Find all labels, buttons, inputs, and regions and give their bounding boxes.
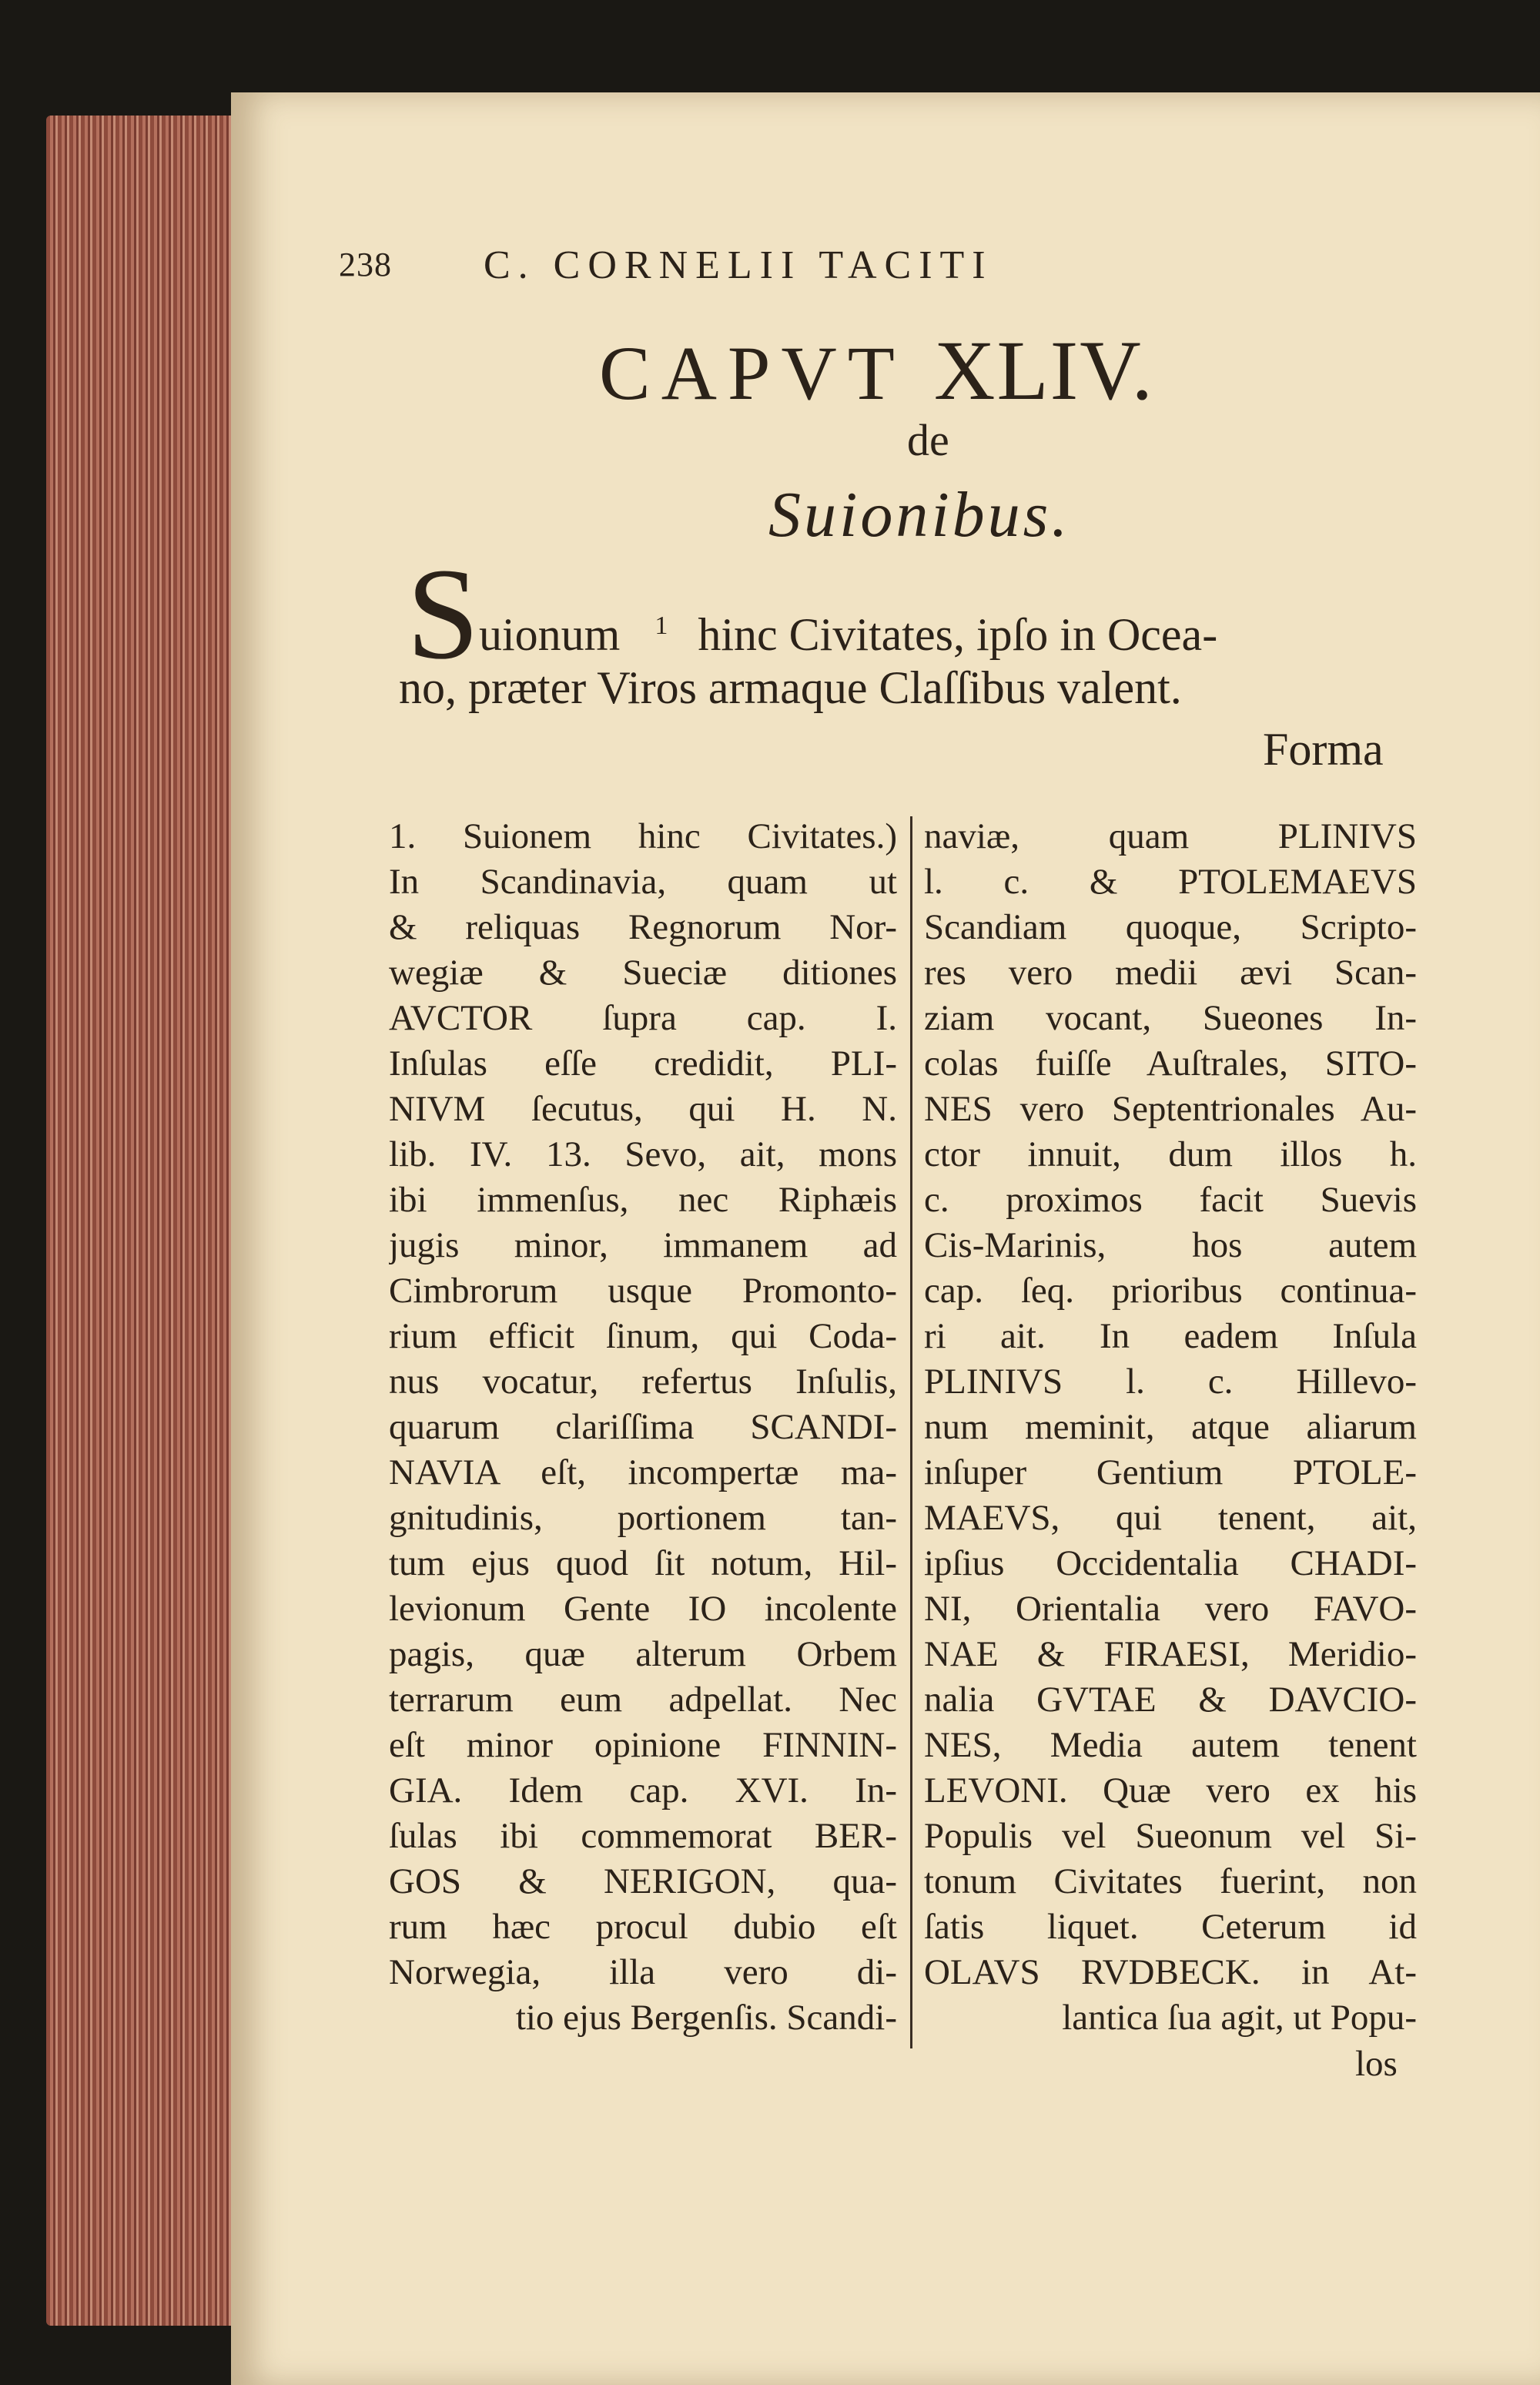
note-line: eſt minor opinione FINNIN-: [389, 1725, 897, 1765]
note-line: & reliquas Regnorum Nor-: [389, 907, 897, 947]
note-line: ipſius Occidentalia CHADI-: [924, 1543, 1417, 1583]
note-line: ziam vocant, Sueones In-: [924, 998, 1417, 1038]
note-line: In Scandinavia, quam ut: [389, 862, 897, 902]
note-line: ſatis liquet. Ceterum id: [924, 1907, 1417, 1947]
note-line: ctor innuit, dum illos h.: [924, 1134, 1417, 1174]
note-line: num meminit, atque aliarum: [924, 1407, 1417, 1447]
note-line: Norwegia, illa vero di-: [389, 1952, 897, 1992]
note-line: NES, Media autem tenent: [924, 1725, 1417, 1765]
column-divider: [910, 816, 912, 2048]
note-line: AVCTOR ſupra cap. I.: [389, 998, 897, 1038]
note-line: MAEVS, qui tenent, ait,: [924, 1498, 1417, 1538]
line1-tail: hinc Civitates, ipſo in Ocea-: [698, 609, 1218, 660]
line1-first-word: uionum: [479, 609, 621, 660]
note-line: lib. IV. 13. Sevo, ait, mons: [389, 1134, 897, 1174]
drop-cap: S: [407, 541, 480, 686]
notes-left-column: [389, 814, 897, 2041]
note-line: Cimbrorum usque Promonto-: [389, 1271, 897, 1311]
main-text-line-1: [479, 599, 1217, 662]
note-line: ſulas ibi commemorat BER-: [389, 1816, 897, 1856]
note-line: GIA. Idem cap. XVI. In-: [389, 1770, 897, 1811]
note-line: naviæ, quam PLINIVS: [924, 816, 1417, 856]
note-line: gnitudinis, portionem tan-: [389, 1498, 897, 1538]
note-line: inſuper Gentium PTOLE-: [924, 1452, 1417, 1492]
note-reference: 1: [654, 611, 668, 640]
note-line: wegiæ & Sueciæ ditiones: [389, 953, 897, 993]
note-line: tonum Civitates fuerint, non: [924, 1861, 1417, 1901]
note-line: tum ejus quod ſit notum, Hil-: [389, 1543, 897, 1583]
note-line: OLAVS RVDBECK. in At-: [924, 1952, 1417, 1992]
note-line: colas fuiſſe Auſtrales, SITO-: [924, 1043, 1417, 1084]
heading-preposition: de: [907, 415, 949, 465]
caput-number: XLIV.: [934, 323, 1155, 417]
note-line: NI, Orientalia vero FAVO-: [924, 1589, 1417, 1629]
note-line: rum hæc procul dubio eſt: [389, 1907, 897, 1947]
note-line: nalia GVTAE & DAVCIO-: [924, 1680, 1417, 1720]
book-fore-edge: [46, 116, 254, 2326]
catchword: Forma: [1263, 724, 1384, 775]
note-line: NAE & FIRAESI, Meridio-: [924, 1634, 1417, 1674]
caput-word: CAPVT: [599, 330, 905, 416]
note-line: Inſulas eſſe credidit, PLI-: [389, 1043, 897, 1084]
note-line: jugis minor, immanem ad: [389, 1225, 897, 1265]
note-line: levionum Gente IO incolente: [389, 1589, 897, 1629]
note-line: pagis, quæ alterum Orbem: [389, 1634, 897, 1674]
page-number: 238: [339, 246, 392, 283]
note-line: rium efficit ſinum, qui Coda-: [389, 1316, 897, 1356]
note-line: Scandiam quoque, Scripto-: [924, 907, 1417, 947]
running-title: C. CORNELII TACITI: [484, 243, 993, 287]
note-line: PLINIVS l. c. Hillevo-: [924, 1362, 1417, 1402]
note-line: res vero medii ævi Scan-: [924, 953, 1417, 993]
note-line: NIVM ſecutus, qui H. N.: [389, 1089, 897, 1129]
heading-subject: Suionibus.: [768, 479, 1071, 551]
note-line: ri ait. In eadem Inſula: [924, 1316, 1417, 1356]
note-line: lantica ſua agit, ut Popu-: [1062, 1998, 1417, 2038]
note-line: LEVONI. Quæ vero ex his: [924, 1770, 1417, 1811]
note-line: Cis-Marinis, hos autem: [924, 1225, 1417, 1265]
note-line: c. proximos facit Suevis: [924, 1180, 1417, 1220]
chapter-heading: [599, 322, 1154, 420]
note-line: cap. ſeq. prioribus continua-: [924, 1271, 1417, 1311]
note-line: NES vero Septentrionales Au-: [924, 1089, 1417, 1129]
note-line: nus vocatur, refertus Inſulis,: [389, 1362, 897, 1402]
note-line: NAVIA eſt, incompertæ ma-: [389, 1452, 897, 1492]
note-line: l. c. & PTOLEMAEVS: [924, 862, 1417, 902]
notes-catchword: los: [1355, 2044, 1398, 2084]
notes-right-column: [924, 814, 1417, 2041]
note-line: quarum clariſſima SCANDI-: [389, 1407, 897, 1447]
main-text-line-2: no, præter Viros armaque Claſſibus valent.: [399, 662, 1182, 713]
note-line: tio ejus Bergenſis. Scandi-: [515, 1998, 897, 2038]
note-line: terrarum eum adpellat. Nec: [389, 1680, 897, 1720]
note-line: ibi immenſus, nec Riphæis: [389, 1180, 897, 1220]
note-line: GOS & NERIGON, qua-: [389, 1861, 897, 1901]
note-line: Populis vel Sueonum vel Si-: [924, 1816, 1417, 1856]
note-line: 1. Suionem hinc Civitates.): [389, 816, 897, 856]
